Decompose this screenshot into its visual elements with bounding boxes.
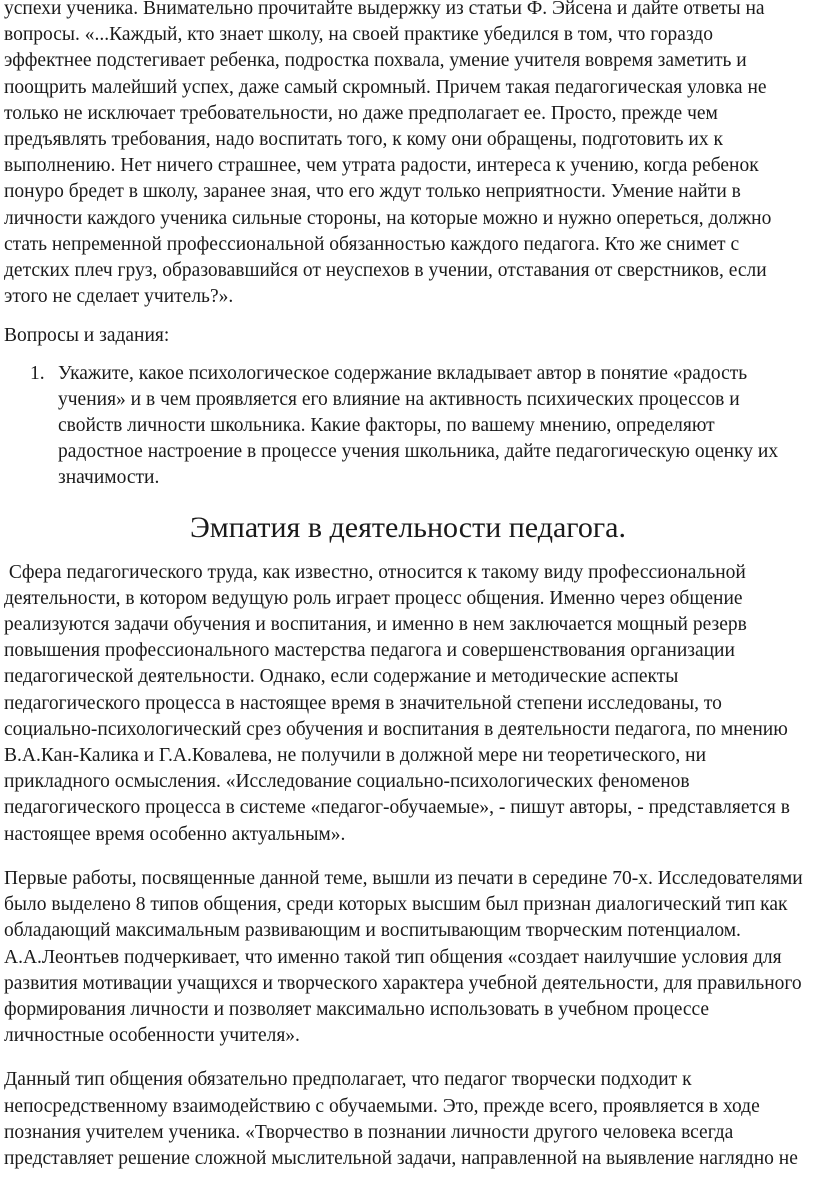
questions-list xyxy=(0,361,816,492)
text-line: было выделено 8 типов общения, среди которых высшим был признан диалогический тип как xyxy=(4,894,788,916)
text-line: вопросы. «...Каждый, кто знает школу, на своей практике убедился в том, что гораздо xyxy=(4,24,713,46)
text-line: успехи ученика. Внимательно прочитайте выдержку из статьи Ф. Эйсена и дайте ответы на xyxy=(4,0,765,19)
questions-label: Вопросы и задания: xyxy=(4,325,170,347)
text-line: учения» и в чем проявляется его влияние на активность психических процессов и xyxy=(58,388,740,410)
section-title: Эмпатия в деятельности педагога. xyxy=(190,510,626,544)
text-line: А.А.Леонтьев подчеркивает, что именно такой тип общения «создает наилучшие условия для xyxy=(4,946,782,968)
text-line: обладающий максимальным развивающим и воспитывающим творческим потенциалом. xyxy=(4,920,741,942)
text-line: свойств личности школьника. Какие факторы, по вашему мнению, определяют xyxy=(58,415,715,437)
text-line: стать непременной профессиональной обязанностью каждого педагога. Кто же снимет с xyxy=(4,233,740,255)
text-line: педагогического процесса в настоящее время в значительной степени исследованы, то xyxy=(4,692,722,714)
text-line: деятельности, в котором ведущую роль играет процесс общения. Именно через общение xyxy=(4,587,743,609)
text-line: радостное настроение в процессе учения школьника, дайте педагогическую оценку их xyxy=(58,441,779,463)
text-line: только не исключает требовательности, но даже предполагает ее. Просто, прежде чем xyxy=(4,102,718,124)
section-paragraph xyxy=(4,1067,812,1172)
text-line: педагогического процесса в системе «педагог-обучаемые», - пишут авторы, - представляется в xyxy=(4,797,790,819)
text-line: познания учителем ученика. «Творчество в познании личности другого человека всегда xyxy=(4,1121,734,1143)
text-line: эффектнее подстегивает ребенка, подростка похвала, умение учителя вовремя заметить и xyxy=(4,50,747,72)
list-item-number: 1. xyxy=(30,362,45,384)
text-line: педагогической деятельности. Однако, если содержание и методические аспекты xyxy=(4,666,679,688)
text-line: реализуются задачи обучения и воспитания, и именно в нем заключается мощный резерв xyxy=(4,614,747,636)
text-line: повышения профессионального мастерства педагога и совершенствования организации xyxy=(4,640,735,662)
text-line: непосредственному взаимодействию с обучаемыми. Это, прежде всего, проявляется в ходе xyxy=(4,1095,760,1117)
text-line: предъявлять требования, надо воспитать того, к кому они обращены, подготовить их к xyxy=(4,129,723,151)
text-line: выполнению. Нет ничего страшнее, чем утрата радости, интереса к учению, когда ребенок xyxy=(4,155,759,177)
text-line: представляет решение сложной мыслительной задачи, направленной на выявление наглядно не xyxy=(4,1147,798,1169)
text-line: Первые работы, посвященные данной теме, вышли из печати в середине 70-х. Исследователями xyxy=(4,867,803,889)
section-paragraph xyxy=(4,560,812,848)
section-paragraph xyxy=(4,866,812,1049)
text-line: Данный тип общения обязательно предполагает, что педагог творчески подходит к xyxy=(4,1069,692,1091)
text-line: детских плеч груз, образовавшийся от неуспехов в учении, отставания от сверстников, если xyxy=(4,260,767,282)
list-item xyxy=(0,361,793,492)
intro-paragraph xyxy=(4,0,812,310)
text-line: формирования личности и позволяет максимально использовать в учебном процессе xyxy=(4,998,710,1020)
text-line: прикладного осмысления. «Исследование социально-психологических феноменов xyxy=(4,771,690,793)
text-line: развития мотивации учащихся и творческого характера учебной деятельности, для правильного xyxy=(4,972,802,994)
text-line: социально-психологический срез обучения и воспитания в деятельности педагога, по мнению xyxy=(4,718,788,740)
text-line: Сфера педагогического труда, как известно, относится к такому виду профессиональной xyxy=(4,561,746,583)
text-line: понуро бредет в школу, заранее зная, что его ждут только неприятности. Умение найти в xyxy=(4,181,741,203)
text-line: личностные особенности учителя». xyxy=(4,1025,300,1047)
text-line: личности каждого ученика сильные стороны, на которые можно и нужно опереться, должно xyxy=(4,207,772,229)
text-line: значимости. xyxy=(58,467,160,489)
text-line: поощрить малейший успех, даже самый скромный. Причем такая педагогическая уловка не xyxy=(4,76,767,98)
text-line: этого не сделает учитель?». xyxy=(4,286,234,308)
text-line: настоящее время особенно актуальным». xyxy=(4,823,346,845)
text-line: Укажите, какое психологическое содержание вкладывает автор в понятие «радость xyxy=(58,362,748,384)
text-line: В.А.Кан-Калика и Г.А.Ковалева, не получили в должной мере ни теоретического, ни xyxy=(4,745,707,767)
